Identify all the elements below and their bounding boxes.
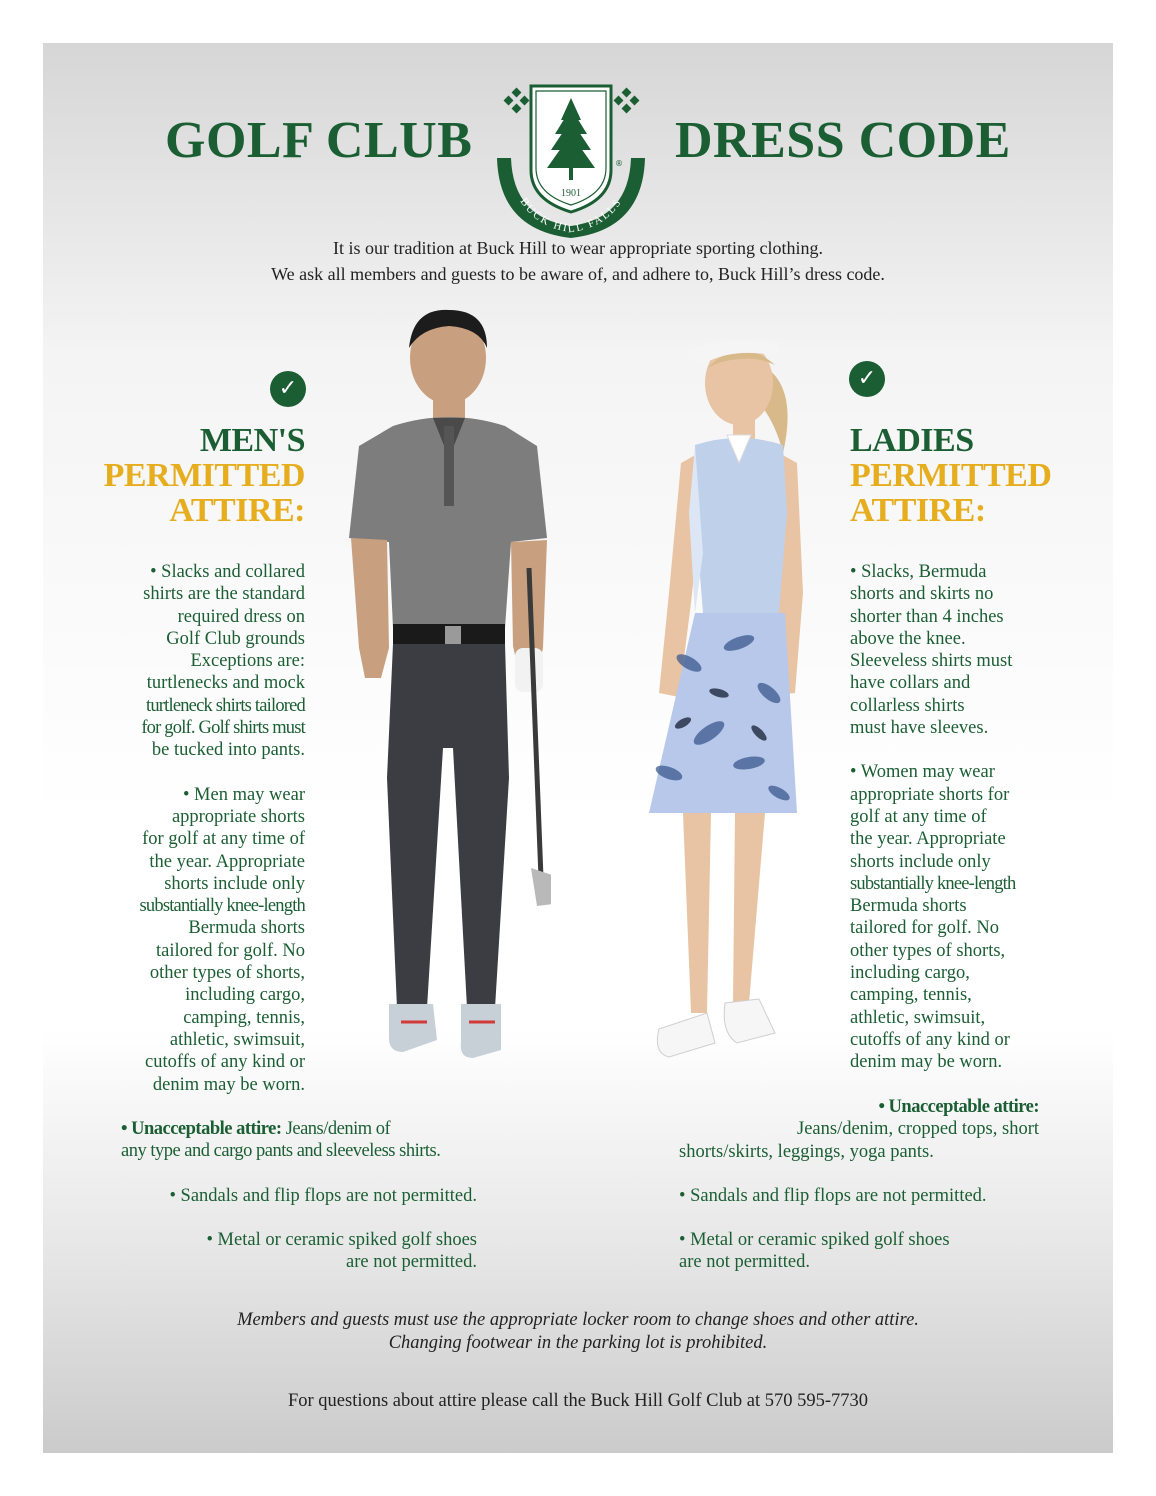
title-golf-club: GOLF CLUB: [165, 112, 473, 169]
ladies-unacceptable-cont: shorts/skirts, leggings, yoga pants.: [679, 1141, 934, 1162]
men-sandals: • Sandals and flip flops are not permitted.: [169, 1185, 477, 1206]
men-rules: [140, 561, 305, 1118]
ladies-sandals: • Sandals and flip flops are not permitted.: [679, 1185, 987, 1206]
intro-text: [43, 235, 1113, 287]
men-heading-line-1: MEN'S: [199, 422, 305, 459]
men-checkmark-icon: ✓: [270, 371, 306, 407]
locker-room-notice: Members and guests must use the appropriate locker room to change shoes and other attire. Changing footwear in the parking lot is prohibited.: [237, 1310, 919, 1353]
contact-line: For questions about attire please call the Buck Hill Golf Club at 570 595-7730: [287, 1391, 869, 1411]
ladies-heading-line-2: PERMITTED: [850, 457, 1052, 494]
title-dress-code: DRESS CODE: [675, 112, 1011, 169]
ladies-restrictions: [679, 1096, 1039, 1296]
pine-tree-crest-icon: [491, 80, 651, 240]
dress-code-poster: [43, 43, 1113, 1453]
woman-golfer-illustration: [599, 313, 809, 1083]
intro-line-2: We ask all members and guests to be aware of, and adhere to, Buck Hill’s dress code.: [271, 264, 885, 284]
men-heading: [104, 423, 305, 528]
men-rule-slacks: • Slacks and collared shirts are the standard required dress on Golf Club grounds Exceptions are: turtlenecks and mock turtleneck shirts tailored for golf. Golf shirts must be tucked into pants.: [141, 562, 305, 761]
ladies-checkmark-icon: ✓: [849, 361, 885, 397]
ladies-spikes: • Metal or ceramic spiked golf shoes are not permitted.: [679, 1230, 950, 1273]
men-restrictions: [121, 1118, 477, 1295]
men-heading-line-2: PERMITTED: [103, 457, 305, 494]
ladies-rules: [850, 561, 1015, 1096]
ladies-rule-shorts: • Women may wear appropriate shorts for golf at any time of the year. Appropriate shorts include only substantially knee-length Bermuda shorts tailored for golf. No other types of shorts, including cargo, camping, tennis, athletic, swimsuit, cutoffs of any kind or denim may be worn.: [850, 762, 1016, 1073]
ladies-unacceptable: • Unacceptable attire: Jeans/denim, cropped tops, short: [797, 1097, 1039, 1140]
men-unacceptable: • Unacceptable attire: Jeans/denim of any type and cargo pants and sleeveless shirts.: [121, 1119, 441, 1162]
ladies-heading: [850, 423, 1051, 528]
ladies-rule-slacks: • Slacks, Bermuda shorts and skirts no shorter than 4 inches above the knee. Sleeveless shirts must have collars and collarless shirts must have sleeves.: [850, 562, 1013, 739]
men-heading-line-3: ATTIRE:: [169, 492, 305, 529]
ladies-heading-line-3: ATTIRE:: [850, 492, 986, 529]
svg-text:BUCK HILL FALLS: BUCK HILL FALLS: [517, 195, 625, 236]
man-golfer-illustration: [341, 308, 551, 1088]
ladies-heading-line-1: LADIES: [850, 422, 974, 459]
svg-text:®: ®: [615, 159, 623, 168]
svg-text:1901: 1901: [561, 188, 581, 199]
intro-line-1: It is our tradition at Buck Hill to wear appropriate sporting clothing.: [333, 238, 823, 258]
men-spikes: • Metal or ceramic spiked golf shoes are not permitted.: [206, 1229, 477, 1273]
men-rule-shorts: • Men may wear appropriate shorts for golf at any time of the year. Appropriate shorts include only substantially knee-length Bermuda shorts tailored for golf. No other types of shorts, including cargo, camping, tennis, athletic, swimsuit, cutoffs of any kind or denim may be worn.: [139, 784, 305, 1095]
